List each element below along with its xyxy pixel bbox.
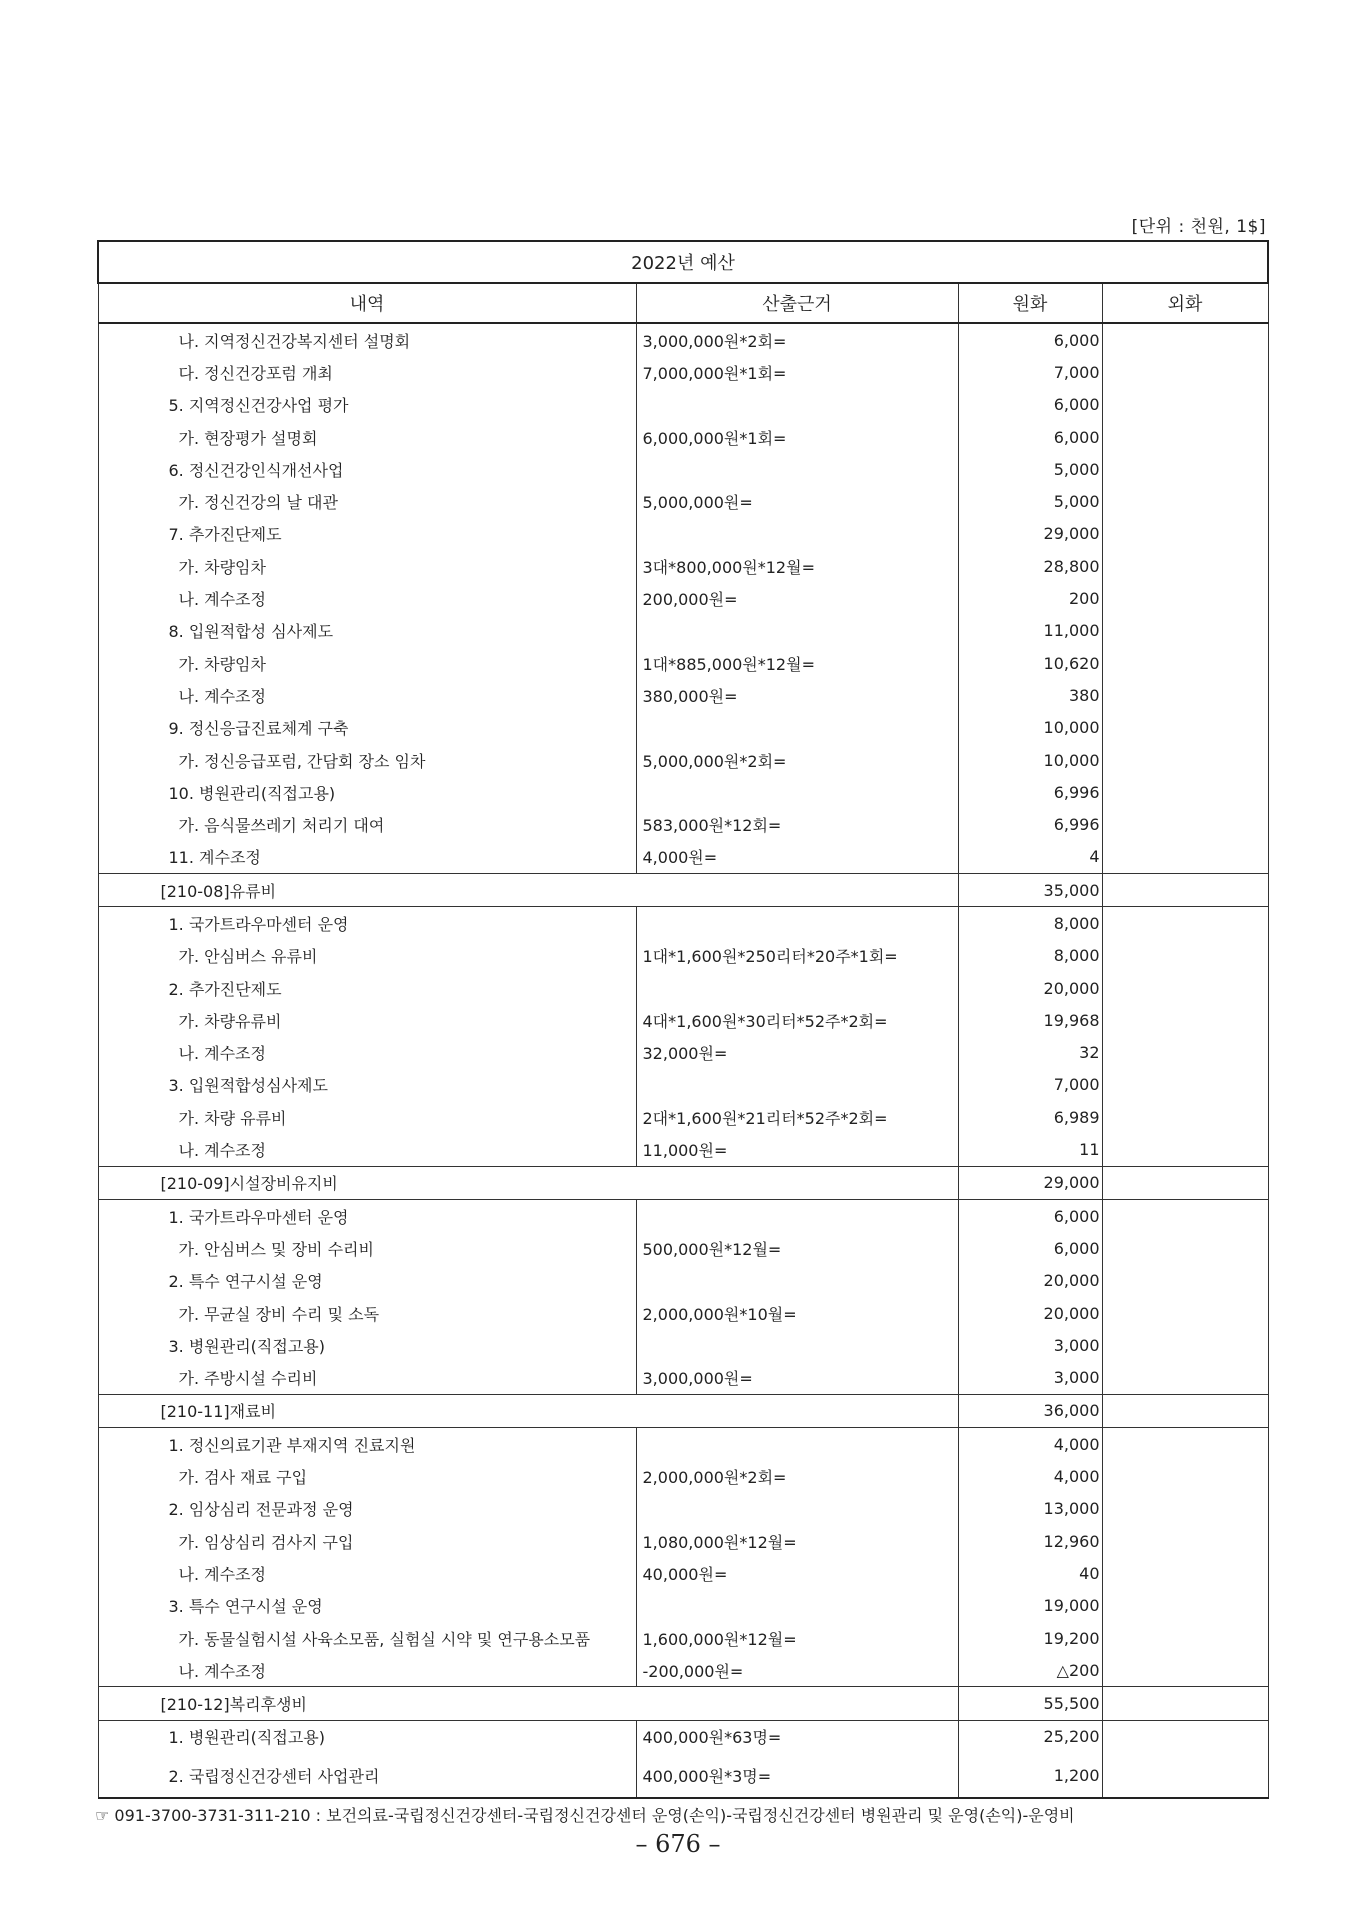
basis-cell	[636, 1329, 958, 1361]
basis-cell	[636, 1428, 958, 1461]
basis-cell	[636, 518, 958, 550]
krw-amount-cell: 4,000	[958, 1460, 1102, 1492]
basis-cell	[636, 907, 958, 940]
fx-amount-cell	[1102, 940, 1268, 972]
item-cell: 나. 계수조정	[98, 1037, 636, 1069]
basis-cell	[636, 453, 958, 485]
fx-amount-cell	[1102, 776, 1268, 808]
basis-cell: 3,000,000원=	[636, 1362, 958, 1395]
item-cell: 가. 안심버스 및 장비 수리비	[98, 1232, 636, 1264]
table-row	[98, 1622, 1268, 1654]
basis-cell: 1,080,000원*12월=	[636, 1525, 958, 1557]
krw-amount-cell: 6,000	[958, 323, 1102, 356]
basis-cell: 200,000원=	[636, 582, 958, 614]
category-name: [210-08]유류비	[98, 874, 958, 907]
fx-amount-cell	[1102, 808, 1268, 840]
fx-amount-cell	[1102, 1362, 1268, 1395]
item-cell: 가. 임상심리 검사지 구입	[98, 1525, 636, 1557]
krw-amount-cell: 7,000	[958, 356, 1102, 388]
basis-cell	[636, 615, 958, 647]
item-cell: 나. 계수조정	[98, 582, 636, 614]
fx-amount-cell	[1102, 1394, 1268, 1427]
basis-cell: 3대*800,000원*12월=	[636, 550, 958, 582]
basis-cell: -200,000원=	[636, 1654, 958, 1687]
item-cell: 가. 차량임차	[98, 647, 636, 679]
krw-amount-cell: 11,000	[958, 615, 1102, 647]
category-name: [210-11]재료비	[98, 1394, 958, 1427]
fx-amount-cell	[1102, 615, 1268, 647]
krw-amount-cell: 8,000	[958, 940, 1102, 972]
table-row	[98, 1720, 1268, 1753]
krw-amount-cell: 11	[958, 1133, 1102, 1166]
table-row	[98, 744, 1268, 776]
fx-amount-cell	[1102, 582, 1268, 614]
table-row	[98, 1101, 1268, 1133]
basis-cell: 11,000원=	[636, 1133, 958, 1166]
krw-amount-cell: 3,000	[958, 1362, 1102, 1395]
table-row	[98, 1069, 1268, 1101]
table-row	[98, 647, 1268, 679]
krw-amount-cell: 12,960	[958, 1525, 1102, 1557]
table-row	[98, 453, 1268, 485]
table-row	[98, 1232, 1268, 1264]
krw-amount-cell: 19,200	[958, 1622, 1102, 1654]
table-row	[98, 907, 1268, 940]
krw-amount-cell: 13,000	[958, 1493, 1102, 1525]
item-cell: 3. 특수 연구시설 운영	[98, 1590, 636, 1622]
fx-amount-cell	[1102, 679, 1268, 711]
item-cell: 2. 임상심리 전문과정 운영	[98, 1493, 636, 1525]
fx-amount-cell	[1102, 744, 1268, 776]
item-cell: 6. 정신건강인식개선사업	[98, 453, 636, 485]
basis-cell: 40,000원=	[636, 1557, 958, 1589]
fx-amount-cell	[1102, 1069, 1268, 1101]
item-cell: 1. 정신의료기관 부재지역 진료지원	[98, 1428, 636, 1461]
fx-amount-cell	[1102, 1428, 1268, 1461]
fx-amount-cell	[1102, 1590, 1268, 1622]
krw-amount-cell: 19,000	[958, 1590, 1102, 1622]
item-cell: 나. 계수조정	[98, 679, 636, 711]
krw-amount-cell: 25,200	[958, 1720, 1102, 1753]
basis-cell: 3,000,000원*2회=	[636, 323, 958, 356]
fx-amount-cell	[1102, 1525, 1268, 1557]
krw-amount-cell: 4	[958, 841, 1102, 874]
krw-amount-cell: 10,620	[958, 647, 1102, 679]
table-body	[98, 323, 1268, 1798]
fx-amount-cell	[1102, 1101, 1268, 1133]
krw-amount-cell: 20,000	[958, 1265, 1102, 1297]
basis-cell: 1,600,000원*12월=	[636, 1622, 958, 1654]
table-row	[98, 1329, 1268, 1361]
table-row	[98, 485, 1268, 517]
krw-amount-cell: 6,989	[958, 1101, 1102, 1133]
fx-amount-cell	[1102, 712, 1268, 744]
fx-amount-cell	[1102, 518, 1268, 550]
item-cell: 가. 무균실 장비 수리 및 소독	[98, 1297, 636, 1329]
krw-amount-cell: 5,000	[958, 485, 1102, 517]
fx-amount-cell	[1102, 1297, 1268, 1329]
basis-cell: 1대*885,000원*12월=	[636, 647, 958, 679]
fx-amount-cell	[1102, 1687, 1268, 1720]
item-cell: 가. 검사 재료 구입	[98, 1460, 636, 1492]
fx-amount-cell	[1102, 453, 1268, 485]
item-cell: 7. 추가진단제도	[98, 518, 636, 550]
table-row	[98, 1525, 1268, 1557]
krw-amount-cell: 6,000	[958, 421, 1102, 453]
table-row	[98, 1362, 1268, 1395]
fx-amount-cell	[1102, 1557, 1268, 1589]
item-cell: 11. 계수조정	[98, 841, 636, 874]
item-cell: 나. 계수조정	[98, 1654, 636, 1687]
krw-amount-cell: 8,000	[958, 907, 1102, 940]
item-cell: 나. 계수조정	[98, 1133, 636, 1166]
basis-cell	[636, 776, 958, 808]
basis-cell	[636, 1590, 958, 1622]
fx-amount-cell	[1102, 972, 1268, 1004]
fx-amount-cell	[1102, 907, 1268, 940]
basis-cell: 4대*1,600원*30리터*52주*2회=	[636, 1004, 958, 1036]
table-row	[98, 1753, 1268, 1798]
basis-cell: 6,000,000원*1회=	[636, 421, 958, 453]
table-row	[98, 841, 1268, 874]
item-cell: 나. 지역정신건강복지센터 설명회	[98, 323, 636, 356]
category-row	[98, 1166, 1268, 1199]
item-cell: 가. 차량 유류비	[98, 1101, 636, 1133]
item-cell: 2. 국립정신건강센터 사업관리	[98, 1753, 636, 1798]
fx-amount-cell	[1102, 323, 1268, 356]
basis-cell	[636, 1200, 958, 1233]
item-cell: 1. 국가트라우마센터 운영	[98, 1200, 636, 1233]
krw-amount-cell: 200	[958, 582, 1102, 614]
basis-cell: 2,000,000원*10월=	[636, 1297, 958, 1329]
item-cell: 가. 주방시설 수리비	[98, 1362, 636, 1395]
fx-amount-cell	[1102, 1753, 1268, 1798]
table-row	[98, 972, 1268, 1004]
basis-cell	[636, 972, 958, 1004]
table-row	[98, 389, 1268, 421]
krw-amount-cell: 6,000	[958, 1200, 1102, 1233]
table-row	[98, 1004, 1268, 1036]
fx-amount-cell	[1102, 874, 1268, 907]
krw-amount-cell: 10,000	[958, 712, 1102, 744]
category-row	[98, 1687, 1268, 1720]
basis-cell: 500,000원*12월=	[636, 1232, 958, 1264]
fx-amount-cell	[1102, 1265, 1268, 1297]
header-item: 내역	[98, 283, 636, 323]
krw-amount-cell: 40	[958, 1557, 1102, 1589]
krw-amount-cell: 20,000	[958, 1297, 1102, 1329]
table-row	[98, 776, 1268, 808]
header-basis: 산출근거	[636, 283, 958, 323]
item-cell: 가. 음식물쓰레기 처리기 대여	[98, 808, 636, 840]
table-row	[98, 1493, 1268, 1525]
basis-cell: 5,000,000원=	[636, 485, 958, 517]
table-row	[98, 712, 1268, 744]
krw-amount-cell: 55,500	[958, 1687, 1102, 1720]
fx-amount-cell	[1102, 1166, 1268, 1199]
krw-amount-cell: 6,996	[958, 808, 1102, 840]
fx-amount-cell	[1102, 1133, 1268, 1166]
fx-amount-cell	[1102, 1200, 1268, 1233]
item-cell: 2. 추가진단제도	[98, 972, 636, 1004]
table-row	[98, 679, 1268, 711]
fx-amount-cell	[1102, 485, 1268, 517]
krw-amount-cell: 29,000	[958, 518, 1102, 550]
budget-table	[97, 240, 1269, 1799]
fx-amount-cell	[1102, 1004, 1268, 1036]
krw-amount-cell: 6,000	[958, 1232, 1102, 1264]
krw-amount-cell: 35,000	[958, 874, 1102, 907]
table-row	[98, 1557, 1268, 1589]
basis-cell	[636, 1493, 958, 1525]
krw-amount-cell: 6,000	[958, 389, 1102, 421]
basis-cell: 380,000원=	[636, 679, 958, 711]
basis-cell: 7,000,000원*1회=	[636, 356, 958, 388]
krw-amount-cell: 20,000	[958, 972, 1102, 1004]
krw-amount-cell: 5,000	[958, 453, 1102, 485]
item-cell: 2. 특수 연구시설 운영	[98, 1265, 636, 1297]
krw-amount-cell: 29,000	[958, 1166, 1102, 1199]
fx-amount-cell	[1102, 389, 1268, 421]
basis-cell: 2대*1,600원*21리터*52주*2회=	[636, 1101, 958, 1133]
fx-amount-cell	[1102, 421, 1268, 453]
fx-amount-cell	[1102, 1037, 1268, 1069]
table-row	[98, 1428, 1268, 1461]
table-row	[98, 1037, 1268, 1069]
krw-amount-cell: 36,000	[958, 1394, 1102, 1427]
basis-cell: 400,000원*3명=	[636, 1753, 958, 1798]
fx-amount-cell	[1102, 647, 1268, 679]
item-cell: 3. 입원적합성심사제도	[98, 1069, 636, 1101]
fx-amount-cell	[1102, 1493, 1268, 1525]
fx-amount-cell	[1102, 1460, 1268, 1492]
basis-cell: 400,000원*63명=	[636, 1720, 958, 1753]
table-row	[98, 615, 1268, 647]
fx-amount-cell	[1102, 1622, 1268, 1654]
item-cell: 5. 지역정신건강사업 평가	[98, 389, 636, 421]
krw-amount-cell: 19,968	[958, 1004, 1102, 1036]
item-cell: 가. 현장평가 설명회	[98, 421, 636, 453]
krw-amount-cell: 28,800	[958, 550, 1102, 582]
krw-amount-cell: 7,000	[958, 1069, 1102, 1101]
krw-amount-cell: 10,000	[958, 744, 1102, 776]
table-row	[98, 550, 1268, 582]
fx-amount-cell	[1102, 1720, 1268, 1753]
item-cell: 나. 계수조정	[98, 1557, 636, 1589]
table-row	[98, 1460, 1268, 1492]
basis-cell	[636, 1069, 958, 1101]
item-cell: 10. 병원관리(직접고용)	[98, 776, 636, 808]
table-row	[98, 808, 1268, 840]
basis-cell: 5,000,000원*2회=	[636, 744, 958, 776]
krw-amount-cell: 32	[958, 1037, 1102, 1069]
table-row	[98, 1654, 1268, 1687]
fx-amount-cell	[1102, 1329, 1268, 1361]
fx-amount-cell	[1102, 356, 1268, 388]
table-row	[98, 1133, 1268, 1166]
basis-cell	[636, 1265, 958, 1297]
item-cell: 9. 정신응급진료체계 구축	[98, 712, 636, 744]
item-cell: 1. 국가트라우마센터 운영	[98, 907, 636, 940]
basis-cell: 2,000,000원*2회=	[636, 1460, 958, 1492]
item-cell: 다. 정신건강포럼 개최	[98, 356, 636, 388]
table-row	[98, 582, 1268, 614]
budget-table-container	[97, 240, 1267, 1799]
item-cell: 가. 정신건강의 날 대관	[98, 485, 636, 517]
table-row	[98, 1297, 1268, 1329]
table-row	[98, 940, 1268, 972]
fx-amount-cell	[1102, 841, 1268, 874]
table-row	[98, 1590, 1268, 1622]
basis-cell: 32,000원=	[636, 1037, 958, 1069]
basis-cell: 4,000원=	[636, 841, 958, 874]
item-cell: 가. 차량유류비	[98, 1004, 636, 1036]
krw-amount-cell: 380	[958, 679, 1102, 711]
item-cell: 가. 안심버스 유류비	[98, 940, 636, 972]
basis-cell: 1대*1,600원*250리터*20주*1회=	[636, 940, 958, 972]
category-name: [210-12]복리후생비	[98, 1687, 958, 1720]
table-row	[98, 323, 1268, 356]
category-row	[98, 1394, 1268, 1427]
item-cell: 가. 차량임차	[98, 550, 636, 582]
table-row	[98, 1265, 1268, 1297]
category-name: [210-09]시설장비유지비	[98, 1166, 958, 1199]
item-cell: 가. 정신응급포럼, 간담회 장소 임차	[98, 744, 636, 776]
krw-amount-cell: 4,000	[958, 1428, 1102, 1461]
item-cell: 8. 입원적합성 심사제도	[98, 615, 636, 647]
krw-amount-cell: 6,996	[958, 776, 1102, 808]
table-row	[98, 1200, 1268, 1233]
unit-label: [단위 : 천원, 1$]	[1131, 217, 1266, 237]
basis-cell: 583,000원*12회=	[636, 808, 958, 840]
page-number: – 676 –	[635, 1830, 721, 1858]
table-row	[98, 356, 1268, 388]
basis-cell	[636, 712, 958, 744]
fx-amount-cell	[1102, 550, 1268, 582]
table-title: 2022년 예산	[98, 241, 1268, 283]
header-fx: 외화	[1102, 283, 1268, 323]
basis-cell	[636, 389, 958, 421]
table-row	[98, 518, 1268, 550]
category-row	[98, 874, 1268, 907]
fx-amount-cell	[1102, 1232, 1268, 1264]
account-code-footnote: ☞ 091-3700-3731-311-210 : 보건의료-국립정신건강센터-국립정신건강센터 운영(손익)-국립정신건강센터 병원관리 및 운영(손익)-운영비	[95, 1806, 1075, 1825]
table-row	[98, 421, 1268, 453]
item-cell: 1. 병원관리(직접고용)	[98, 1720, 636, 1753]
krw-amount-cell: 1,200	[958, 1753, 1102, 1798]
krw-amount-cell: △200	[958, 1654, 1102, 1687]
item-cell: 3. 병원관리(직접고용)	[98, 1329, 636, 1361]
fx-amount-cell	[1102, 1654, 1268, 1687]
krw-amount-cell: 3,000	[958, 1329, 1102, 1361]
header-krw: 원화	[958, 283, 1102, 323]
item-cell: 가. 동물실험시설 사육소모품, 실험실 시약 및 연구용소모품	[98, 1622, 636, 1654]
